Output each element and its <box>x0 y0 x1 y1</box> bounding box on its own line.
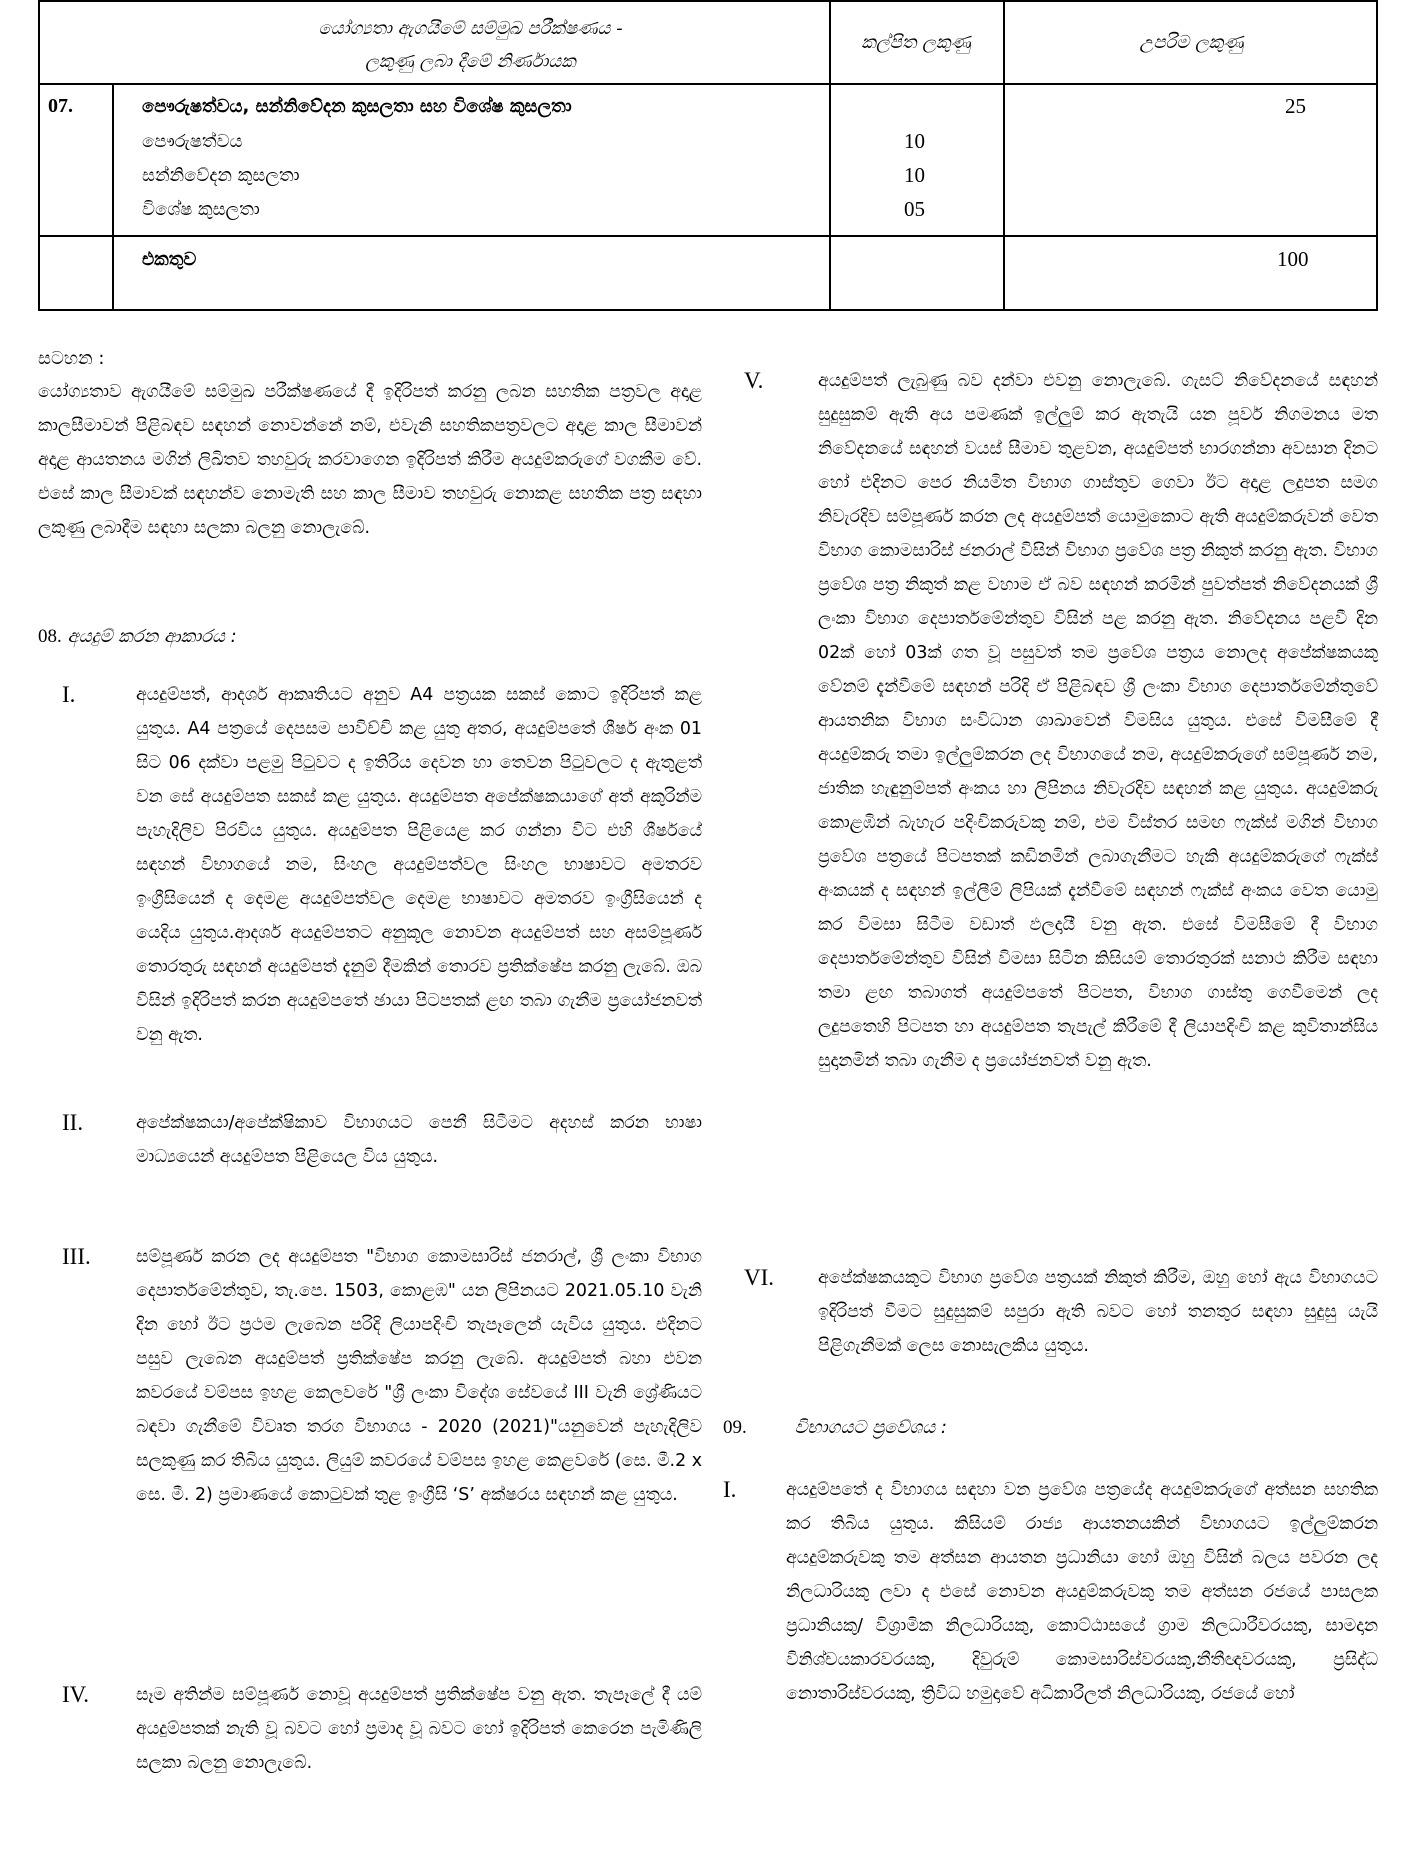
note-heading: සටහන : <box>38 348 105 369</box>
item-number: I. <box>723 1477 737 1502</box>
item-text: අයදුම්පත් ලැබුණු බව දන්වා එවනු නොලැබේ. ගැසට් නිවේදනයේ සඳහන් සුදුසුකම් ඇති අය පමණක් ඉල්ලුම් කර ඇතැයි යන පූර්ව නිගමනය මත නිවේදනයේ සඳහන් වයස් සීමාව තුළවන, අයදුම්පත් භාරගන්නා අවසාන දිනට හෝ එදිනට පෙර නියමිත විභාග ගාස්තුව ගෙවා ඊට අදාළ ලදුපත සමග නිවැරදිව සම්පූර්ණ කරන ලද අයදුම්පත් යොමුකොට ඇති අයදුම්කරුවන් වෙත විභාග කොමසාරිස් ජනරාල් විසින් විභාග ප්‍රවේශ පත්‍ර නිකුත් කරනු ඇත. විභාග ප්‍රවේශ පත්‍ර නිකුත් කළ වහාම ඒ බව සඳහන් කරමින් පුවත්පත් නිවේදනයක් ශ්‍රී ලංකා විභාග දෙපාර්තමේන්තුව විසින් පළ කරනු ඇත. නිවේදනය පළවී දින 02ක් හෝ 03ක් ගත වූ පසුවත් තම ප්‍රවේශ පත්‍රය නොලද අපේක්ෂකයකු වේනම් දැන්වීමේ සඳහන් පරිදි ඒ පිළිබඳව ශ්‍රී ලංකා විභාග දෙපාර්තමේන්තුවේ ආයතනික විභාග සංවිධාන ශාඛාවෙන් විමසිය යුතුය. එසේ විමසීමේ දී අයදුම්කරු තමා ඉල්ලුම්කරන ලද විභාගයේ නම, අයදුම්කරුගේ සම්පූර්ණ නම, ජාතික හැඳුනුම්පත් අංකය හා ලිපිනය නිවැරදිව සඳහන් කළ යුතුය. අයදුම්කරු කොළඹින් බැහැර පදිංචිකරුවකු නම්, එම විස්තර සමඟ ෆැක්ස් මගින් විභාග ප්‍රවේශ පත්‍රයේ පිටපතක් කඩිනමින් ලබාගැනීමට හැකි අයදුම්කරුගේ ෆැක්ස් අංකයක් ද සඳහන් ඉල්ලීම් ලිපියක් දැන්වීමේ සඳහන් ෆැක්ස් අංකය වෙත යොමු කර විමසා සිටීම වඩාත් ඵලදායී වනු ඇත. එසේ විමසීමේ දී විභාග දෙපාර්තමේන්තුව විසින් විමසා සිටින කිසියම් තොරතුරක් සනාථ කිරීම සඳහා තමා ළඟ තබාගත් අයදුම්පතේ පිටපත, විභාග ගාස්තු ගෙවීමෙන් ලද ලදුපතෙහි පිටපත හා අයදුම්පත තැපැල් කිරීමේ දී ලියාපදිංචි කළ කුවිතාන්සිය සුදානමින් තබා ගැනීම ද ප්‍රයෝජනවත් වනු ඇත. <box>818 371 1378 1071</box>
item-text: අපේක්ෂකයකුට විභාග ප්‍රවේශ පත්‍රයක් නිකුත් කිරීම, ඔහු හෝ ඇය විභාගයට ඉදිරිපත් වීමට සුදුසුකම් සපුරා ඇති බවට හෝ තනතුර සඳහා සුදුසු යැයි පිළිගැනීමක් ලෙස නොසැලකිය යුතුය. <box>818 1268 1378 1356</box>
section-08-number: 08. <box>38 626 62 647</box>
header-proposed-marks: කල්පිත ලකුණු <box>861 32 971 53</box>
item-number: I. <box>62 682 76 707</box>
header-criteria-line1: යෝග්‍යතා ඇගයීමේ සම්මුඛ පරීක්ෂණය - <box>318 18 623 39</box>
section-09-number: 09. <box>723 1417 747 1438</box>
row-max-marks: 25 <box>1285 94 1306 118</box>
section-09-title: විභාගයට ප්‍රවේශය : <box>794 1417 947 1438</box>
item-number: V. <box>744 368 764 393</box>
header-criteria-line2: ලකුණු ලබා දීමේ නිර්ණායක <box>365 51 576 72</box>
item-text: අයදුම්පත්, ආදර්ශ ආකෘතියට අනුව A4 පත්‍රයක සකස් කොට ඉදිරිපත් කළ යුතුය. A4 පත්‍රයේ දෙපසම පාවිච්චි කළ යුතු අතර, අයදුම්පතේ ශීර්ෂ අංක 01 සිට 06 දක්වා පළමු පිටුවට ද ඉතිරිය දෙවන හා තෙවන පිටුවලට ද ඇතුළත් වන සේ අයදුම්පත සකස් කළ යුතුය. අයදුම්පත අපේක්ෂකයාගේ අත් අකුරින්ම පැහැදිලිව පිරවිය යුතුය. අයදුම්පත පිළියෙළ කර ගන්නා විට එහි ශීර්ෂයේ සඳහන් විභාගයේ නම, සිංහල අයදුම්පත්වල සිංහල භාෂාවට අමතරව ඉංග්‍රීසියෙන් ද දෙමළ අයදුම්පත්වල දෙමළ භාෂාවට අමතරව ඉංග්‍රීසියෙන් ද යෙදිය යුතුය.ආදර්ශ අයදුම්පතට අනුකූල නොවන අයදුම්පත් සහ අසම්පූර්ණ තොරතුරු සඳහන් අයදුම්පත් දැනුම් දීමකින් තොරව ප්‍රතික්ෂේප කරනු ලැබේ. ඔබ විසින් ඉදිරිපත් කරන අයදුම්පතේ ඡායා පිටපතක් ළඟ තබා ගැනීම ප්‍රයෝජනවත් වනු ඇත. <box>136 685 702 1045</box>
item-number: VI. <box>744 1265 775 1290</box>
note-text: යෝග්‍යතාව ඇගයීමේ සම්මුඛ පරීක්ෂණයේ දී ඉදිරිපත් කරනු ලබන සහතික පත්‍රවල අදාළ කාලසීමාවන් පිළිබඳව සඳහන් නොවන්නේ නම්, එවැනි සහතිකපත්‍රවලට අදාළ කාල සීමාවන් අදාළ ආයතනය මගින් ලිඛිතව තහවුරු කරවාගෙන ඉදිරිපත් කිරීම අයදුම්කරුගේ වගකීම වේ. එසේ කාල සීමාවක් සඳහන්ව නොමැති සහ කාල සීමාව තහවුරු නොකළ සහතික පත්‍ර සඳහා ලකුණු ලබාදීම සඳහා සලකා බලනු නොලැබේ. <box>38 382 702 538</box>
item-text: සම්පූර්ණ කරන ලද අයදුම්පත "විභාග කොමසාරිස් ජනරාල්, ශ්‍රී ලංකා විභාග දෙපාර්තමේන්තුව, තැ.පෙ. 1503, කොළඹ" යන ලිපිනයට 2021.05.10 වැනි දින හෝ ඊට ප්‍රථම ලැබෙන පරිදි ලියාපදිංචි තැපෑලෙන් යැවිය යුතුය. එදිනට පසුව ලැබෙන අයදුම්පත් ප්‍රතික්ෂේප කරනු ලැබේ. අයදුම්පත් බහා එවන කවරයේ වම්පස ඉහළ කෙලවරේ "ශ්‍රී ලංකා විදේශ සේවයේ III වැනි ශ්‍රේණියට බඳවා ගැනීමේ විවෘත තරග විභාගය - 2020 (2021)"යනුවෙන් පැහැදිලිව සලකුණු කර තිබිය යුතුය. ලියුම් කවරයේ වම්පස ඉහළ කෙළවරේ (සෙ. මී.2 x සෙ. මී. 2) ප්‍රමාණයේ කොටුවක් තුළ ඉංග්‍රීසි ‘S’ අක්ෂරය සඳහන් කළ යුතුය. <box>136 1247 702 1505</box>
item-text: සෑම අතින්ම සම්පූර්ණ නොවූ අයදුම්පත් ප්‍රතික්ෂේප වනු ඇත. තැපෑලේ දී යම් අයදුම්පතක් නැති වූ බවට හෝ ප්‍රමාද වූ බවට හෝ ඉදිරිපත් කෙරෙන පැමිණිලි සලකා බලනු නොලැබේ. <box>136 1685 702 1773</box>
table-divider <box>40 235 1376 237</box>
header-max-marks: උපරිම ලකුණු <box>1139 32 1244 53</box>
sub-item-marks: 05 <box>904 197 925 221</box>
item-text: අයදුම්පතේ ද විභාගය සඳහා වන ප්‍රවේශ පත්‍රයේද අයදුම්කරුගේ අත්සන සහතික කර තිබිය යුතුය. කිසියම් රාජ්‍ය ආයතනයකින් විභාගයට ඉල්ලුම්කරන අයදුම්කරුවකු තම අත්සන ආයතන ප්‍රධානියා හෝ ඔහු විසින් බලය පවරන ලද නිලධාරියකු ලවා ද එසේ නොවන අයදුම්කරුවකු තම අත්සන රජයේ පාසලක ප්‍රධානියකු/ විශ්‍රාමික නිලධාරියකු, කොට්ඨාසයේ ග්‍රාම නිලධාරීවරයකු, සාමදාන විනිශ්චයකාරවරයකු, දිවුරුම් කොමසාරිස්වරයකු,නීතීඥවරයකු, ප්‍රසිද්ධ නොතාරිස්වරයකු, ත්‍රිවිධ හමුදාවේ අධිකාරීලත් නිලධාරියකු, රජයේ හෝ <box>786 1480 1378 1704</box>
sub-item-marks: 10 <box>904 129 925 153</box>
item-text: අපේක්ෂකයා/අපේක්ෂිකාව විභාගයට පෙනී සිටීමට අදහස් කරන භාෂා මාධ්‍යයෙන් අයදුම්පත පිළියෙල විය යුතුය. <box>136 1113 702 1167</box>
table-divider <box>112 83 114 309</box>
sub-item-label: විශේෂ කුසලතා <box>142 199 260 220</box>
sub-item-label: පෞරුෂත්වය <box>142 131 243 152</box>
section-09-heading <box>723 1417 947 1439</box>
sub-item-label: සන්නිවේදන කුසලතා <box>142 165 300 186</box>
row-title: පෞරුෂත්වය, සන්නිවේදන කුසලතා සහ විශේෂ කුසලතා <box>142 96 572 117</box>
sub-item-marks: 10 <box>904 163 925 187</box>
section-08-title: අයදුම් කරන ආකාරය : <box>67 626 237 647</box>
row-number: 07. <box>48 95 73 117</box>
item-number: II. <box>62 1110 84 1135</box>
header-criteria <box>114 12 827 78</box>
section-08-heading <box>38 626 237 648</box>
item-number: IV. <box>62 1682 90 1707</box>
table-divider <box>40 83 1376 85</box>
total-label: එකතුව <box>142 249 197 270</box>
item-number: III. <box>62 1244 91 1269</box>
total-value: 100 <box>1277 247 1309 271</box>
marks-table <box>38 0 1378 311</box>
